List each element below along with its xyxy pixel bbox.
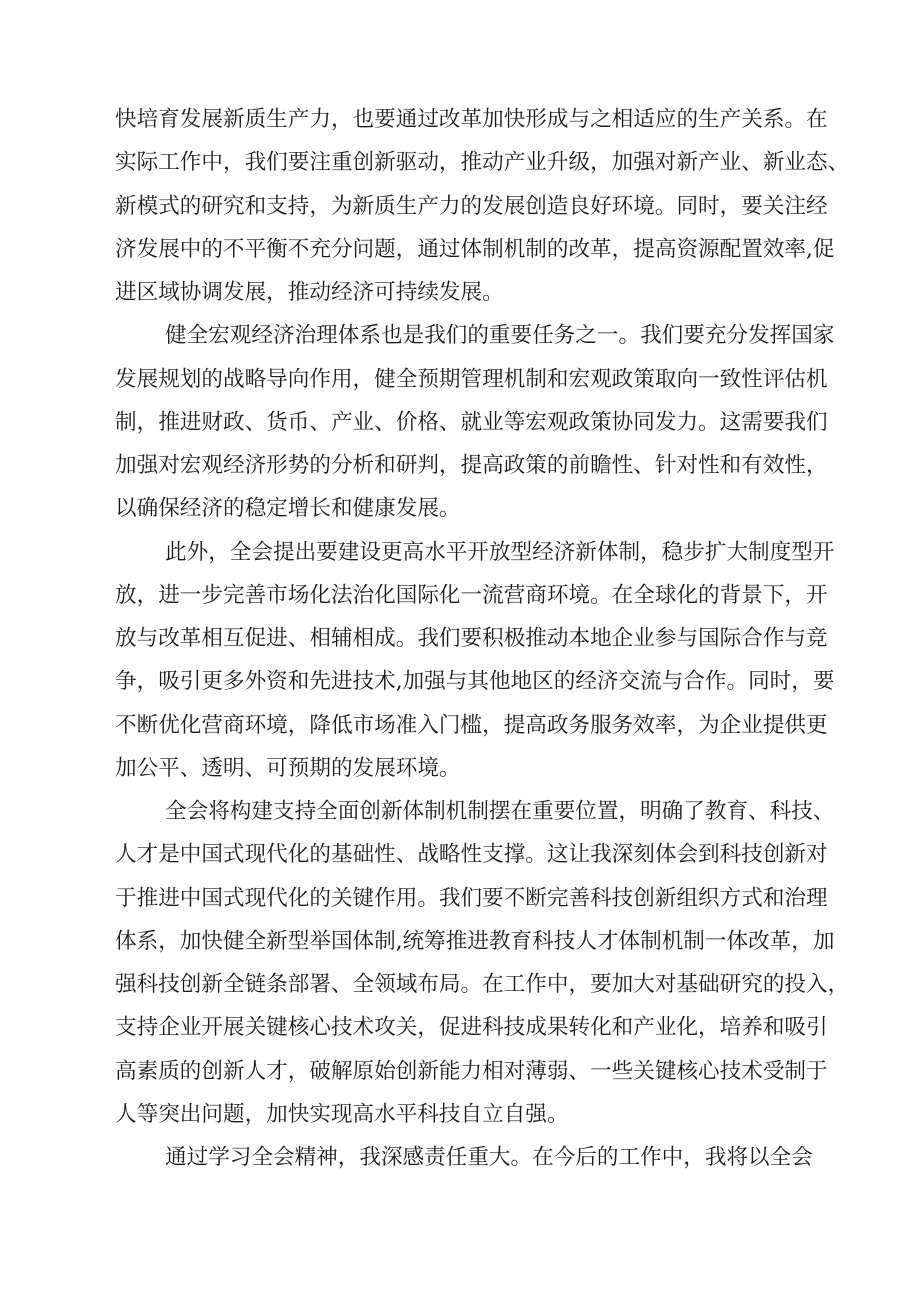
text-line: 争，吸引更多外资和先进技术,加强与其他地区的经济交流与合作。同时，要 — [115, 669, 835, 695]
text-line: 放与改革相互促进、相辅相成。我们要积极推动本地企业参与国际合作与竞 — [115, 626, 828, 651]
paragraph-opening-up — [115, 531, 875, 791]
text-line: 加公平、透明、可预期的发展环境。 — [115, 755, 461, 781]
text-line: 于推进中国式现代化的关键作用。我们要不断完善科技创新组织方式和治理 — [115, 885, 828, 911]
text-line: 全会将构建支持全面创新体制机制摆在重要位置，明确了教育、科技、 — [165, 799, 835, 824]
text-line: 加强对宏观经济形势的分析和研判，提高政策的前瞻性、针对性和有效性， — [115, 453, 828, 478]
text-line: 高素质的创新人才，破解原始创新能力相对薄弱、一些关键核心技术受制于 — [115, 1058, 828, 1084]
paragraph-macro-governance — [115, 314, 875, 530]
text-line: 发展规划的战略导向作用，健全预期管理机制和宏观政策取向一致性评估机 — [115, 366, 828, 392]
text-line: 人才是中国式现代化的基础性、战略性支撑。这让我深刻体会到科技创新对 — [115, 842, 828, 868]
paragraph-conclusion — [115, 1136, 875, 1179]
document-body — [115, 98, 875, 1179]
paragraph-innovation — [115, 790, 875, 1136]
paragraph-productivity — [115, 98, 875, 314]
text-line: 健全宏观经济治理体系也是我们的重要任务之一。我们要充分发挥国家 — [165, 323, 835, 349]
text-line: 不断优化营商环境，降低市场准入门槛，提高政务服务效率，为企业提供更 — [115, 712, 828, 738]
text-line: 济发展中的不平衡不充分问题，通过体制机制的改革，提高资源配置效率,促 — [115, 236, 835, 262]
text-line: 放，进一步完善市场化法治化国际化一流营商环境。在全球化的背景下，开 — [115, 582, 828, 608]
text-line: 此外，全会提出要建设更高水平开放型经济新体制，稳步扩大制度型开 — [165, 539, 835, 565]
text-line: 强科技创新全链条部署、全领域布局。在工作中，要加大对基础研究的投入， — [115, 972, 850, 997]
text-line: 快培育发展新质生产力，也要通过改革加快形成与之相适应的生产关系。在 — [115, 107, 828, 132]
text-line: 新模式的研究和支持，为新质生产力的发展创造良好环境。同时，要关注经 — [115, 193, 828, 219]
text-line: 实际工作中，我们要注重创新驱动，推动产业升级，加强对新产业、新业态、 — [115, 150, 850, 176]
text-line: 制，推进财政、货币、产业、价格、就业等宏观政策协同发力。这需要我们 — [115, 409, 828, 435]
text-line: 通过学习全会精神，我深感责任重大。在今后的工作中，我将以全会 — [165, 1145, 813, 1170]
text-line: 人等突出问题，加快实现高水平科技自立自强。 — [115, 1101, 569, 1127]
text-line: 进区域协调发展，推动经济可持续发展。 — [115, 280, 504, 305]
text-line: 以确保经济的稳定增长和健康发展。 — [115, 496, 461, 522]
text-line: 体系，加快健全新型举国体制,统筹推进教育科技人才体制机制一体改革，加 — [115, 928, 835, 954]
text-line: 支持企业开展关键核心技术攻关，促进科技成果转化和产业化，培养和吸引 — [115, 1015, 828, 1041]
